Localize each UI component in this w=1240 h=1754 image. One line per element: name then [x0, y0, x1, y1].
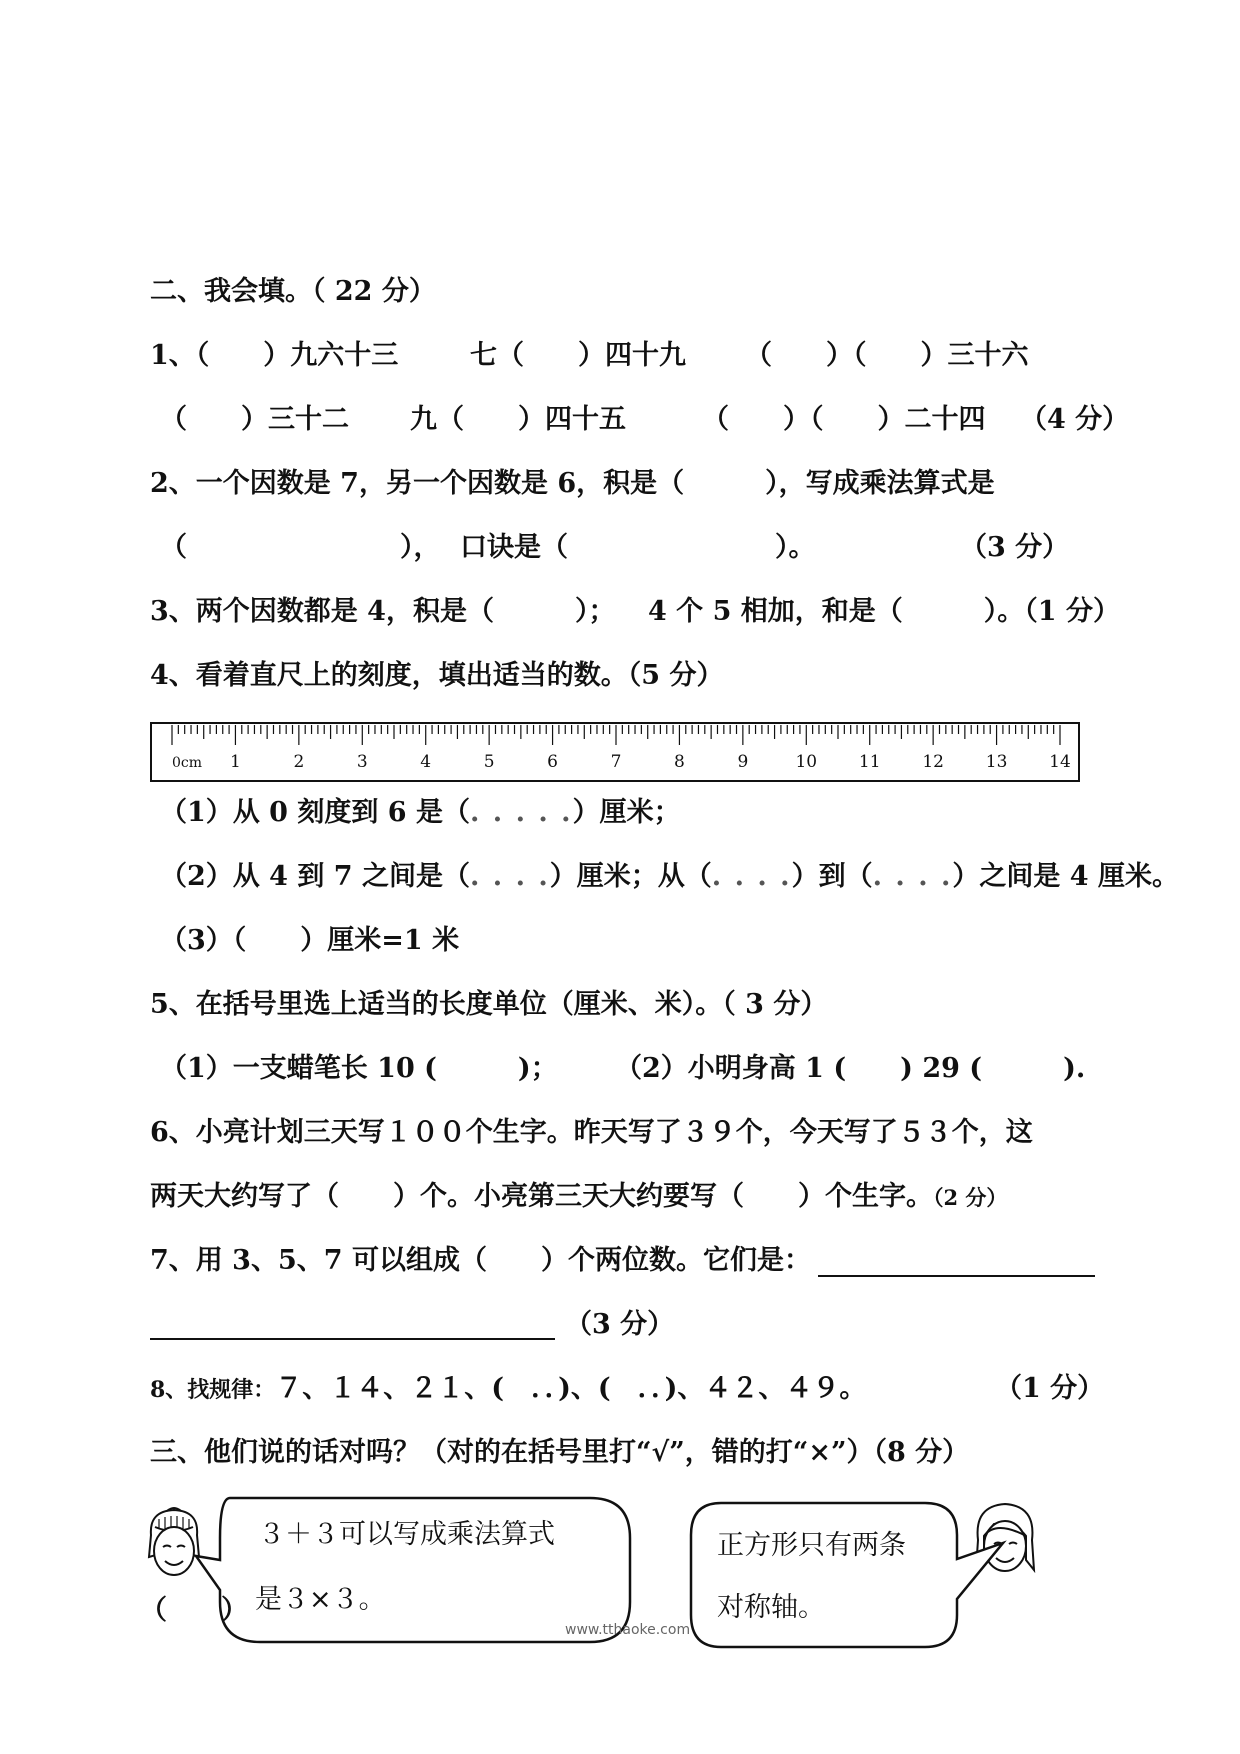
q1-item-1: 1、（ ）九六十三 — [150, 340, 399, 371]
ruler-label: 13 — [985, 752, 1008, 772]
ruler-label: 2 — [293, 752, 305, 772]
q4-sub-2-blank-1[interactable]: . . . . — [469, 861, 550, 892]
q6-score: （2 分） — [933, 1185, 1008, 1210]
q2-paren-close: ）， — [400, 532, 441, 563]
q3-part-a: 3、两个因数都是 4，积是（ ）； — [150, 596, 616, 627]
q7-answer-line-2[interactable] — [150, 1338, 555, 1340]
q4-sub-1 — [160, 795, 681, 831]
q4-sub-2-c: ）到（ — [791, 861, 873, 892]
q3-part-b: 4 个 5 相加，和是（ ）。（1 分） — [648, 596, 1120, 627]
q2-paren-open: （ — [160, 532, 187, 563]
q2-koujue-label: 口诀是（ — [460, 532, 568, 563]
bubble-right-line-2: 对称轴。 — [717, 1592, 825, 1623]
ruler-label: 10 — [795, 752, 818, 772]
q7-answer-line-1[interactable] — [818, 1275, 1095, 1277]
q6-line-1: 6、小亮计划三天写１００个生字。昨天写了３９个，今天写了５３个，这 — [150, 1117, 1033, 1148]
q5-item-1: （1）一支蜡笔长 10 ( )； — [160, 1053, 558, 1084]
q8-line — [150, 1371, 1105, 1408]
section-3-title: 三、他们说的话对吗？（对的在括号里打“√”，错的打“×”）（8 分） — [150, 1437, 970, 1468]
ruler-label: 7 — [610, 752, 622, 772]
ruler-label: 5 — [483, 752, 495, 772]
q6-line-2 — [150, 1179, 1007, 1216]
q4-sub-2-blank-3[interactable]: . . . . — [872, 861, 953, 892]
q2-line-1: 2、一个因数是 7，另一个因数是 6，积是（ ），写成乘法算式是 — [150, 468, 995, 499]
q1-item-5: 九（ ）四十五 — [410, 404, 626, 435]
q4-sub-1-end: ）厘米； — [572, 797, 681, 828]
q1-item-4: （ ）三十二 — [160, 404, 349, 435]
bubble-left-line-1: ３＋３可以写成乘法算式 — [258, 1519, 555, 1550]
ruler-label: 9 — [737, 752, 749, 772]
bubble-right-line-1: 正方形只有两条 — [717, 1530, 906, 1561]
ruler — [150, 722, 1080, 782]
bubble-left-line-2: 是３×３。 — [255, 1584, 386, 1615]
q4-title: 4、看着直尺上的刻度，填出适当的数。（5 分） — [150, 660, 724, 691]
ruler-label: 3 — [356, 752, 368, 772]
q1-item-2: 七（ ）四十九 — [470, 340, 686, 371]
ruler-label: 4 — [420, 752, 432, 772]
ruler-label: 8 — [674, 752, 685, 772]
q2-koujue-close: ）。 — [775, 532, 816, 563]
q7-score: （3 分） — [565, 1309, 675, 1340]
bubble-left-answer[interactable]: （ ） — [140, 1595, 248, 1626]
q7-line-1: 7、用 3、5、7 可以组成（ ）个两位数。它们是： — [150, 1245, 811, 1276]
q4-sub-3: （3）（ ）厘米=1 米 — [160, 925, 460, 956]
q4-sub-1-blank[interactable]: . . . . . — [469, 797, 573, 828]
ruler-label: 12 — [922, 752, 944, 772]
q4-sub-2-blank-2[interactable]: . . . . — [711, 861, 792, 892]
q6-line-2-text: 两天大约写了（ ）个。小亮第三天大约要写（ ）个生字。 — [150, 1181, 933, 1212]
q1-item-6: （ ）（ ）二十四 — [702, 404, 986, 435]
q4-sub-1-text: （1）从 0 刻度到 6 是（ — [160, 797, 470, 828]
ruler-label: 6 — [547, 752, 558, 772]
ruler-label: 14 — [1049, 752, 1071, 772]
q2-score: （3 分） — [960, 532, 1070, 563]
section-2-title: 二、我会填。（ 22 分） — [150, 276, 436, 307]
ruler-label: 11 — [858, 752, 881, 772]
speech-bubble-right — [685, 1495, 1015, 1655]
watermark: www.tthaoke.com — [565, 1622, 691, 1638]
q8-prefix: 8、找规律： — [150, 1377, 276, 1403]
q1-score: （4 分） — [1020, 404, 1130, 435]
ruler-label: 1 — [230, 752, 241, 772]
q8-score: （1 分） — [995, 1373, 1105, 1404]
q1-item-3: （ ）（ ）三十六 — [745, 340, 1029, 371]
q4-sub-2-a: （2）从 4 到 7 之间是（ — [160, 861, 470, 892]
q8-sequence: ７、１４、２１、( ．．)、( ．．)、４２、４９。 — [275, 1373, 867, 1404]
ruler-label: 0cm — [172, 755, 203, 771]
q4-sub-2 — [160, 859, 1179, 895]
q5-title: 5、在括号里选上适当的长度单位（厘米、米）。（ 3 分） — [150, 989, 828, 1020]
q4-sub-2-d: ）之间是 4 厘米。 — [952, 861, 1179, 892]
q4-sub-2-b: ）厘米；从（ — [549, 861, 712, 892]
q5-item-2: （2）小明身高 1 ( ) 29 ( ). — [615, 1053, 1086, 1084]
